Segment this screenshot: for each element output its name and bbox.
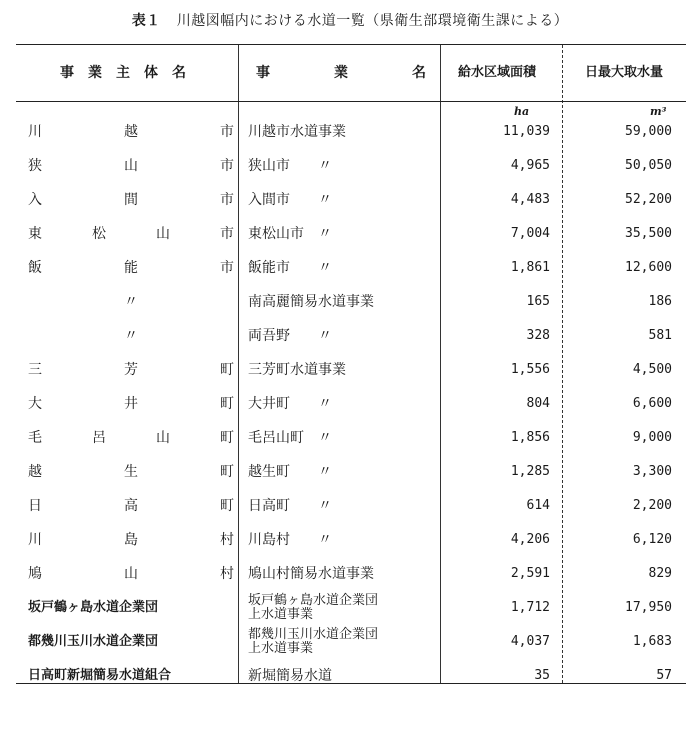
cell-volume: 50,050	[625, 158, 672, 173]
cell-area: 2,591	[510, 566, 550, 581]
cell-area: 1,556	[510, 362, 550, 377]
cell-area: 1,712	[510, 600, 550, 615]
cell-project: 入間市 〃	[248, 192, 332, 208]
cell-area: 4,965	[510, 158, 550, 173]
cell-entity: 〃	[124, 294, 138, 310]
table-row	[16, 523, 686, 557]
header-project: 事 業 名	[256, 65, 426, 81]
table-label: 表１	[131, 13, 161, 29]
table-row	[16, 285, 686, 319]
cell-area: 165	[526, 294, 550, 309]
cell-volume: 581	[648, 328, 672, 343]
cell-area: 328	[526, 328, 550, 343]
unit-volume: m³	[650, 105, 667, 118]
cell-project: 飯能市 〃	[248, 260, 332, 276]
cell-project: 都幾川玉川水道企業団 上水道事業	[248, 627, 379, 656]
cell-volume: 17,950	[625, 600, 672, 615]
cell-project: 坂戸鶴ヶ島水道企業団 上水道事業	[248, 593, 379, 622]
cell-area: 4,483	[510, 192, 550, 207]
cell-project: 南高麗簡易水道事業	[248, 294, 374, 310]
cell-area: 4,206	[510, 532, 550, 547]
cell-volume: 4,500	[632, 362, 672, 377]
cell-project: 毛呂山町 〃	[248, 430, 332, 446]
cell-area: 614	[526, 498, 550, 513]
table-row	[16, 557, 686, 591]
cell-project: 狭山市 〃	[248, 158, 332, 174]
cell-entity: 鳩山村	[28, 566, 234, 582]
cell-project: 日高町 〃	[248, 498, 332, 514]
cell-entity: 入間市	[28, 192, 234, 208]
table-row	[16, 251, 686, 285]
table-row	[16, 115, 686, 149]
cell-entity: 狭山市	[28, 158, 234, 174]
cell-area: 4,037	[510, 634, 550, 649]
cell-entity: 東松山市	[28, 226, 234, 242]
cell-entity: 毛呂山町	[28, 430, 234, 446]
header-volume: 日最大取水量	[584, 65, 663, 80]
cell-project: 大井町 〃	[248, 396, 332, 412]
water-supply-table	[16, 44, 686, 684]
table-row	[16, 591, 686, 625]
cell-project: 越生町 〃	[248, 464, 332, 480]
unit-area: ha	[514, 105, 530, 118]
cell-entity: 日高町新堀簡易水道組合	[28, 668, 172, 683]
cell-area: 1,285	[510, 464, 550, 479]
cell-area: 11,039	[503, 124, 550, 139]
header-entity: 事業主体名	[60, 65, 200, 81]
table-row	[16, 217, 686, 251]
header-area: 給水区域面積	[457, 65, 536, 80]
table-row	[16, 421, 686, 455]
cell-volume: 35,500	[625, 226, 672, 241]
table-row	[16, 455, 686, 489]
cell-entity: 大井町	[28, 396, 234, 412]
cell-volume: 52,200	[625, 192, 672, 207]
cell-entity: 越生町	[28, 464, 234, 480]
cell-volume: 9,000	[632, 430, 672, 445]
table-body	[16, 115, 686, 693]
table-row	[16, 183, 686, 217]
cell-area: 1,861	[510, 260, 550, 275]
cell-entity: 〃	[124, 328, 138, 344]
cell-project: 両吾野 〃	[248, 328, 332, 344]
cell-entity: 日高町	[28, 498, 234, 514]
cell-volume: 59,000	[625, 124, 672, 139]
cell-project: 鳩山村簡易水道事業	[248, 566, 374, 582]
table-title	[0, 10, 700, 30]
table-row	[16, 387, 686, 421]
cell-volume: 12,600	[625, 260, 672, 275]
cell-volume: 57	[656, 668, 672, 683]
table-row	[16, 659, 686, 693]
cell-volume: 3,300	[632, 464, 672, 479]
table-row	[16, 353, 686, 387]
cell-entity: 三芳町	[28, 362, 234, 378]
cell-entity: 川島村	[28, 532, 234, 548]
cell-area: 35	[534, 668, 550, 683]
cell-entity: 飯能市	[28, 260, 234, 276]
cell-project: 新堀簡易水道	[248, 668, 332, 684]
cell-entity: 川越市	[28, 124, 234, 140]
cell-project: 川越市水道事業	[248, 124, 346, 140]
cell-volume: 6,120	[632, 532, 672, 547]
cell-volume: 6,600	[632, 396, 672, 411]
cell-area: 1,856	[510, 430, 550, 445]
table-caption: 川越図幅内における水道一覧（県衛生部環境衛生課による）	[176, 13, 569, 29]
cell-project: 川島村 〃	[248, 532, 332, 548]
table-row	[16, 149, 686, 183]
cell-entity: 都幾川玉川水道企業団	[28, 634, 159, 649]
cell-entity: 坂戸鶴ヶ島水道企業団	[28, 600, 159, 615]
cell-project: 三芳町水道事業	[248, 362, 346, 378]
table-row	[16, 319, 686, 353]
cell-area: 7,004	[510, 226, 550, 241]
cell-project: 東松山市 〃	[248, 226, 332, 242]
cell-volume: 829	[648, 566, 672, 581]
cell-area: 804	[526, 396, 550, 411]
table-row	[16, 489, 686, 523]
table-row	[16, 625, 686, 659]
cell-volume: 186	[648, 294, 672, 309]
table-header	[16, 45, 686, 102]
cell-volume: 1,683	[632, 634, 672, 649]
cell-volume: 2,200	[632, 498, 672, 513]
